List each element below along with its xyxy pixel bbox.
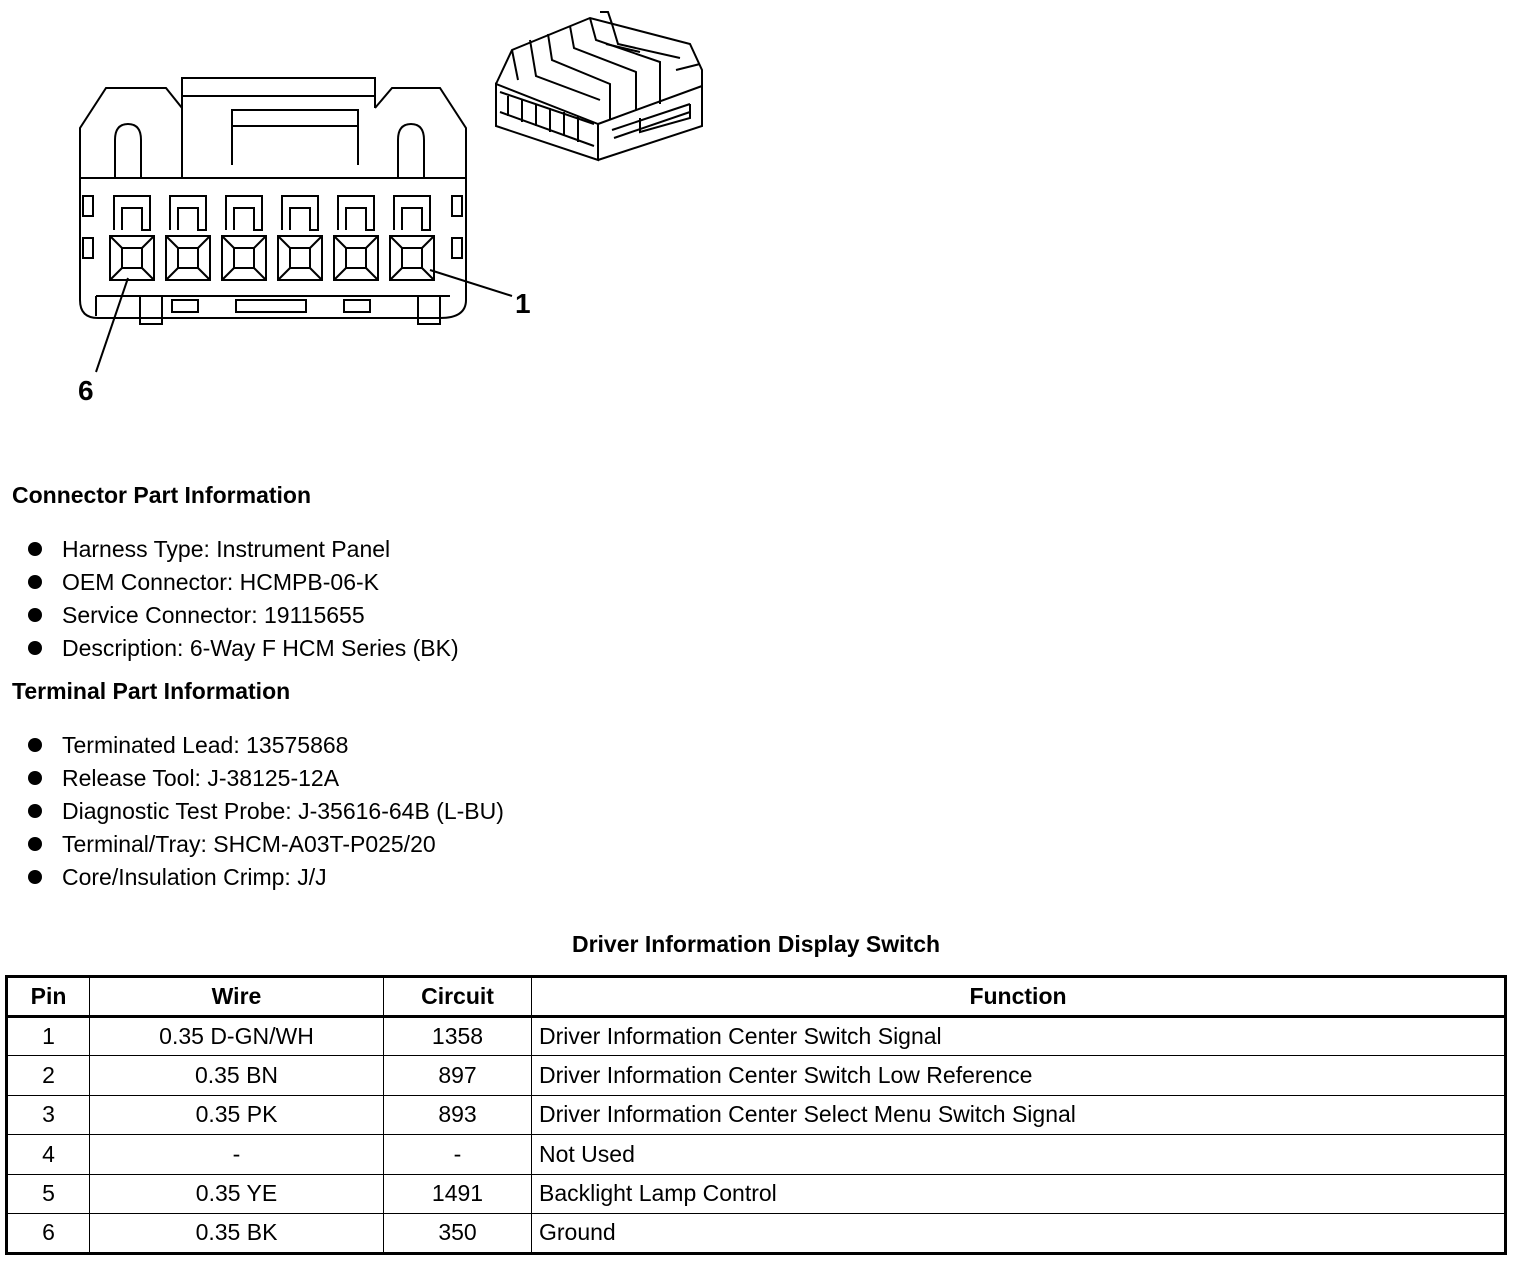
list-item: Release Tool: J-38125-12A [28, 762, 504, 795]
connector-info-heading: Connector Part Information [12, 482, 312, 508]
cell-pin: 5 [7, 1174, 90, 1214]
cell-wire: 0.35 YE [90, 1174, 384, 1214]
list-item: Terminated Lead: 13575868 [28, 729, 504, 762]
cell-function: Driver Information Center Switch Signal [532, 1016, 1506, 1056]
pinout-table [5, 975, 1507, 1255]
list-item: Harness Type: Instrument Panel [28, 533, 459, 566]
cell-circuit: 897 [384, 1056, 532, 1096]
pin-3 [278, 196, 322, 280]
bullet-icon [28, 771, 42, 785]
connector-diagram [0, 0, 760, 420]
list-item: Core/Insulation Crimp: J/J [28, 861, 504, 894]
cell-wire: 0.35 BN [90, 1056, 384, 1096]
cell-wire: 0.35 BK [90, 1214, 384, 1254]
table-row [7, 1135, 1506, 1175]
terminal-info-list [28, 729, 504, 894]
pin-5 [166, 196, 210, 280]
list-item: Diagnostic Test Probe: J-35616-64B (L-BU) [28, 795, 504, 828]
cell-circuit: 1491 [384, 1174, 532, 1214]
bullet-icon [28, 837, 42, 851]
cell-circuit: 1358 [384, 1016, 532, 1056]
cell-function: Driver Information Center Switch Low Reference [532, 1056, 1506, 1096]
cell-circuit: 893 [384, 1095, 532, 1135]
table-row [7, 1095, 1506, 1135]
callout-6: 6 [78, 375, 94, 406]
list-item: Service Connector: 19115655 [28, 599, 459, 632]
connector-info-list [28, 533, 459, 665]
callout-1: 1 [515, 288, 531, 319]
cell-function: Not Used [532, 1135, 1506, 1175]
cell-pin: 1 [7, 1016, 90, 1056]
table-row [7, 1214, 1506, 1254]
bullet-icon [28, 575, 42, 589]
header-wire: Wire [90, 977, 384, 1017]
table-row [7, 1056, 1506, 1096]
list-item: OEM Connector: HCMPB-06-K [28, 566, 459, 599]
bullet-icon [28, 870, 42, 884]
table-title: Driver Information Display Switch [571, 931, 941, 957]
bullet-icon [28, 608, 42, 622]
pin-2 [334, 196, 378, 280]
cell-pin: 6 [7, 1214, 90, 1254]
cell-pin: 3 [7, 1095, 90, 1135]
pin-4 [222, 196, 266, 280]
bullet-icon [28, 738, 42, 752]
bullet-icon [28, 641, 42, 655]
callouts [78, 270, 531, 406]
cell-circuit: 350 [384, 1214, 532, 1254]
connector-isometric-view [496, 12, 702, 160]
pin-cavities [110, 196, 434, 280]
table-row [7, 1174, 1506, 1214]
header-circuit: Circuit [384, 977, 532, 1017]
cell-wire: - [90, 1135, 384, 1175]
cell-wire: 0.35 D-GN/WH [90, 1016, 384, 1056]
list-item: Terminal/Tray: SHCM-A03T-P025/20 [28, 828, 504, 861]
cell-circuit: - [384, 1135, 532, 1175]
terminal-info-heading: Terminal Part Information [12, 678, 291, 704]
list-item: Description: 6-Way F HCM Series (BK) [28, 632, 459, 665]
table-header-row [7, 977, 1506, 1017]
cell-function: Backlight Lamp Control [532, 1174, 1506, 1214]
cell-function: Driver Information Center Select Menu Switch Signal [532, 1095, 1506, 1135]
table-row [7, 1016, 1506, 1056]
header-function: Function [532, 977, 1506, 1017]
header-pin: Pin [7, 977, 90, 1017]
connector-face-view [80, 78, 466, 324]
cell-pin: 4 [7, 1135, 90, 1175]
pin-6 [110, 196, 154, 280]
cell-pin: 2 [7, 1056, 90, 1096]
cell-wire: 0.35 PK [90, 1095, 384, 1135]
cell-function: Ground [532, 1214, 1506, 1254]
pin-1 [390, 196, 434, 280]
bullet-icon [28, 542, 42, 556]
bullet-icon [28, 804, 42, 818]
